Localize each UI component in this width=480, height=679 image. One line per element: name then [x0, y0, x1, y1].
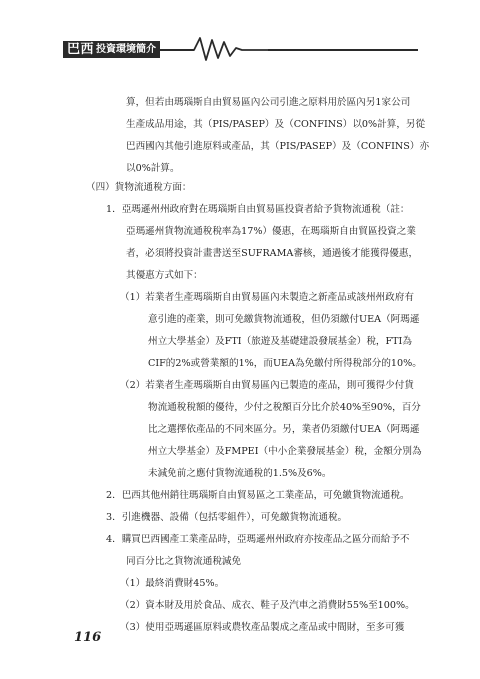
text-line: 1．亞瑪遜州州政府對在瑪瑙斯自由貿易區投資者給予貨物流通稅（註： — [106, 204, 410, 215]
text-line: （1）若業者生產瑪瑙斯自由貿易區內未製造之新產品或該州州政府有 — [120, 292, 414, 303]
section-heading: （四）貨物流通稅方面： — [86, 182, 192, 193]
text-line: CIF的2%或營業額的1%，而UEA為免繳付所得稅部分的10%。 — [148, 358, 422, 369]
text-line: 4．購買巴西國產工業產品時，亞瑪遜州州政府亦按產品之區分而給予不 — [106, 534, 410, 545]
text-line: 物流通稅稅額的優待，少付之稅額百分比介於40%至90%，百分 — [148, 402, 421, 413]
text-line: 意引進的產業，則可免繳貨物流通稅，但仍須繳付UEA（阿瑪遜 — [148, 314, 420, 325]
text-line: 未減免前之應付貨物流通稅的1.5%及6%。 — [148, 468, 332, 479]
text-line: （2）若業者生產瑪瑙斯自由貿易區內已製造的產品，則可獲得少付貨 — [120, 380, 414, 391]
text-line: 其優惠方式如下： — [126, 270, 203, 281]
text-line: （1）最終消費財45%。 — [120, 578, 225, 589]
text-line: 生產成品用途，其（PIS/PASEP）及（CONFINS）以0%計算，另從 — [126, 119, 426, 130]
text-line: 算，但若由瑪瑙斯自由貿易區內公司引進之原料用於區內另1家公司 — [126, 97, 411, 108]
text-line: 亞瑪遜州貨物流通稅稅率為17%）優惠，在瑪瑙斯自由貿區投資之業 — [126, 226, 416, 237]
text-line: 比之選擇依產品的不同來區分。另，業者仍須繳付UEA（阿瑪遜 — [148, 424, 420, 435]
text-line: （3）使用亞瑪遜區原料或農牧產品製成之產品或中間財，至多可獲 — [120, 622, 405, 633]
text-line: 州立大學基金）及FTI（旅遊及基礎建設發展基金）稅，FTI為 — [148, 336, 412, 347]
text-line: 者，必須將投資計畫書送至SUFRAMA審核，通過後才能獲得優惠， — [126, 248, 419, 259]
page-number: 116 — [74, 630, 102, 645]
text-line: 2．巴西其他州銷往瑪瑙斯自由貿易區之工業產品，可免繳貨物流通稅。 — [106, 490, 410, 501]
text-line: 3．引進機器、設備（包括零組件），可免繳貨物流通稅。 — [106, 512, 348, 523]
header-title-main: 巴西 — [63, 41, 96, 58]
text-line: （2）資本財及用於食品、成衣、鞋子及汽車之消費財55%至100%。 — [120, 600, 415, 611]
text-line: 以0%計算。 — [126, 163, 180, 174]
header-title-sub: 投資環境簡介 — [96, 41, 160, 58]
text-line: 州立大學基金）及FMPEI（中小企業發展基金）稅，金額分別為 — [148, 446, 422, 457]
text-line: 巴西國內其他引進原料或產品，其（PIS/PASEP）及（CONFINS）亦 — [126, 141, 430, 152]
text-line: 同百分比之貨物流通稅減免 — [126, 556, 242, 567]
